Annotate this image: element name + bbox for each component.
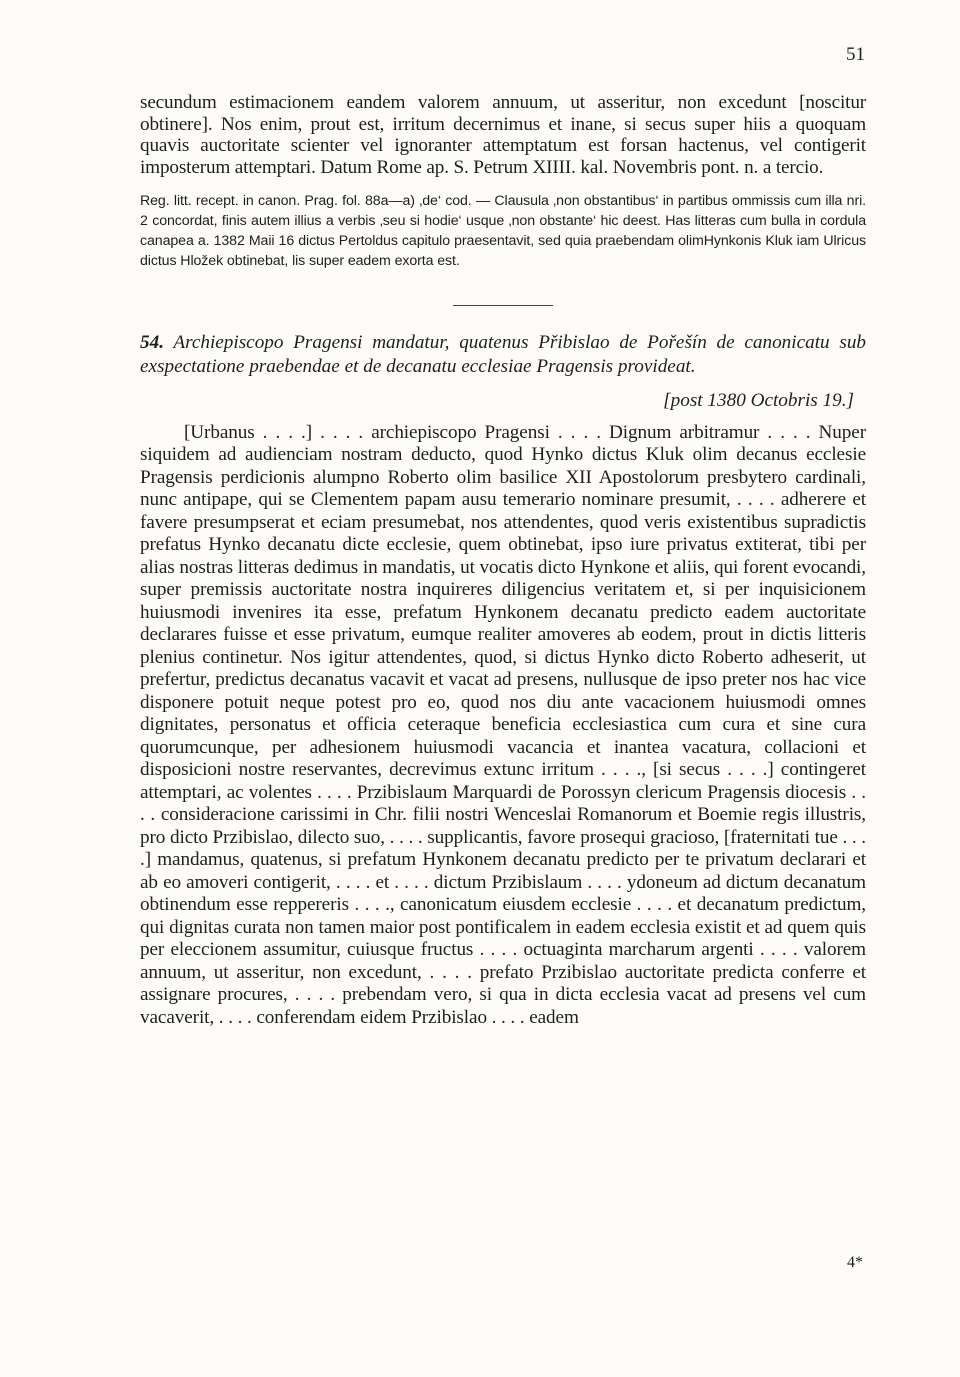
document-number: 54.: [140, 331, 164, 353]
printer-signature: 4*: [847, 1254, 863, 1271]
section-divider: [453, 305, 553, 306]
document-summary: Archiepiscopo Pragensi mandatur, quatenus Přibislao de Pořešín de canonicatu sub exspectatione praebendae et de decanatu ecclesiae Pragensis provideat.: [140, 331, 867, 377]
page-content: [140, 92, 866, 1029]
document-text: [Urbanus . . . .] . . . . archiepiscopo Pragensi . . . . Dignum arbitramur . . . . Nuper siquidem ad audienciam nostram deducto, quod Hynko dictus Kluk olim decanus ecclesie Pragensis perdicionis alumpno Roberto olim basilice XII Apostolorum presbytero cardinali, nunc antipape, qui se Clementem papam ausu temerario nominare presumit, . . . . adherere et favere presumpserat et eciam presumebat, nos attendentes, quod veris existentibus supradictis prefatus Hynko decanatu dicte ecclesie, quem obtinebat, ipso iure privatus extiterat, tibi per alias nostras litteras dedimus in mandatis, ut vocatis dicto Hynkone et aliis, qui forent evocandi, super premissis auctoritate nostra inquireres diligencius veritatem et, si per inquisicionem huiusmodi invenires ita esse, prefatum Hynkonem decanatu predicto eadem auctoritate declarares fuisse et esse privatum, eumque realiter amoveres ab eodem, prout in dictis litteris plenius continetur. Nos igitur attendentes, quod, si dictus Hynko dicto Roberto adheserit, ut prefertur, predictus decanatus vacavit et vacat ad presens, nullusque de ipso preter nos hac vice disponere potuit neque potest pro eo, quod nos diu ante vacacionem huiusmodi omnes dignitates, personatus et officia ceteraque beneficia ecclesiastica cum cura et sine cura quorumcunque, per adhesionem huiusmodi vacancia et inantea vacatura, collacioni et disposicioni nostre reservantes, decrevimus extunc irritum . . . ., [si secus . . . .] contingeret attemptari, ac volentes . . . . Przibislaum Marquardi de Porossyn clericum Pragensis diocesis . . . . consideracione carissimi in Chr. filii nostri Wenceslai Romanorum et Boemie regis illustris, pro dicto Przibislao, dilecto suo, . . . . supplicantis, favore prosequi gracioso, [fraternitati tue . . . .] mandamus, quatenus, si prefatum Hynkonem decanatu predicto per te privatum declarari et ab eo amoveri contigerit, . . . . et . . . . dictum Przibislaum . . . . ydoneum ad dictum decanatum obtinendum esse reppereris . . . ., canonicatum eiusdem ecclesie . . . . et decanatum predictum, qui dignitas curata non tamen maior post pontificalem in eadem ecclesia existit et ad quem quis per eleccionem assumitur, cuiusque fructus . . . . octuaginta marcharum argenti . . . . valorem annuum, ut asseritur, non excedunt, . . . . prefato Przibislao auctoritate predicta conferre et assignare procures, . . . . prebendam vero, si qua in dicta ecclesia vacat ad presens vel cum vacaverit, . . . . conferendam eidem Przibislao . . . . eadem: [140, 421, 866, 1028]
continuation-paragraph: secundum estimacionem eandem valorem annuum, ut asseritur, non excedunt [noscitur obtinere]. Nos enim, prout est, irritum decernimus et inane, si secus super hiis a quoquam quavis auctoritate scienter vel ignoranter attemptatum est forsan hactenus, vel contigerit imposterum attemptari. Datum Rome ap. S. Petrum XIIII. kal. Novembris pont. n. a tercio.: [140, 92, 866, 178]
document-heading: [140, 331, 866, 379]
document-date: [post 1380 Octobris 19.]: [663, 389, 854, 411]
page-number: 51: [846, 44, 865, 65]
source-note: Reg. litt. recept. in canon. Prag. fol. 88a—a) ‚de‘ cod. — Clausula ‚non obstantibus‘ in partibus ommissis cum illa nri. 2 concordat, finis autem illius a verbis ‚seu si hodie‘ usque ‚non obstante‘ hic deest. Has litteras cum bulla in cordula canapea a. 1382 Maii 16 dictus Pertoldus capitulo praesentavit, sed quia praebendam olimHynkonis Kluk iam Ulricus dictus Hložek obtinebat, lis super eadem exorta est.: [140, 193, 866, 269]
